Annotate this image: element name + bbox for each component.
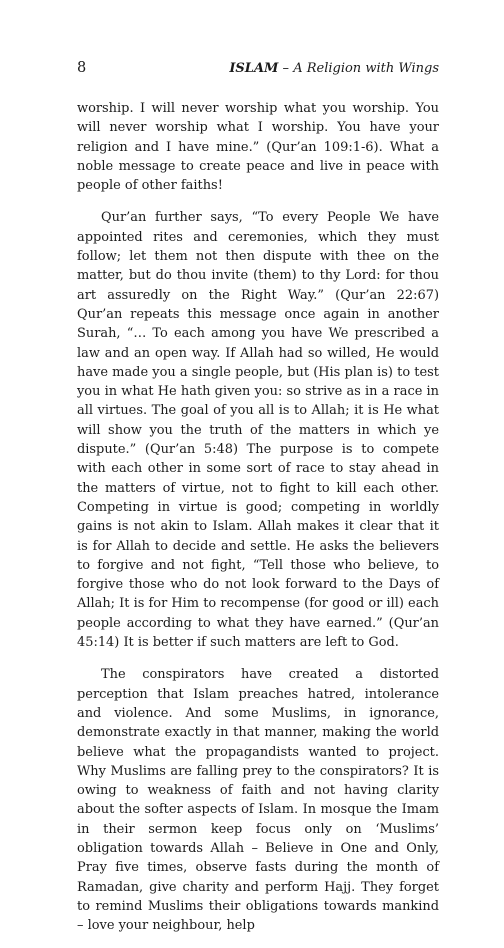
paragraph-quran-rites: Qur’an further says, “To every People We have appointed rites and ceremonies, which they must follow; let them not then dispute with thee on the matter, but do thou invite (them) to thy Lord: for thou art assuredly on the Right Way.” (Qur’an 22:67) Qur’an repeats this message once again in another Surah, “… To each among you have We prescribed a law and an open way. If Allah had so willed, He would have made you a single people, but (His plan is) to test you in what He hath given you: so strive as in a race in all virtues. The goal of you all is to Allah; it is He what will show you the truth of the matters in which ye dispute.” (Qur’an 5:48) The purpose is to compete with each other in some sort of race to stay ahead in the matters of virtue, not to fight to kill each other. Competing in virtue is good; competing in worldly gains is not akin to Islam. Allah makes it clear that it is for Allah to decide and settle. He asks the believers to forgive and not fight, “Tell those who believe, to forgive those who do not look forward to the Days of Allah; It is for Him to recompense (for good or ill) each people according to what they have earned.” (Qur’an 45:14) It is better if such matters are left to God. xyxy=(77,210,439,651)
book-title: ISLAM xyxy=(229,61,279,76)
paragraph-continued: worship. I will never worship what you worship. You will never worship what I worship. You have your religion and I have mine.” (Qur’an 109:1-6). What a noble message to create peace and live in peace with people of other faiths! xyxy=(77,101,439,194)
running-header xyxy=(77,60,439,84)
running-title xyxy=(229,61,439,76)
title-separator: – xyxy=(278,61,294,76)
paragraph-conspirators: The conspirators have created a distorted perception that Islam preaches hatred, intolerance and violence. And some Muslims, in ignorance, demonstrate exactly in that manner, making the world believe what the propagandists wanted to project. Why Muslims are falling prey to the conspirators? It is owing to weakness of faith and not having clarity about the softer aspects of Islam. In mosque the Imam in their sermon keep focus only on ‘Muslims’ obligation towards Allah – Believe in One and Only, Pray five times, observe fasts during the month of Ramadan, give charity and perform Hajj. They forget to remind Muslims their obligations towards mankind – love your neighbour, help xyxy=(77,667,439,934)
body-text xyxy=(77,99,439,935)
page-number: 8 xyxy=(77,60,87,76)
book-page xyxy=(77,60,439,948)
book-subtitle: A Religion with Wings xyxy=(293,61,439,76)
